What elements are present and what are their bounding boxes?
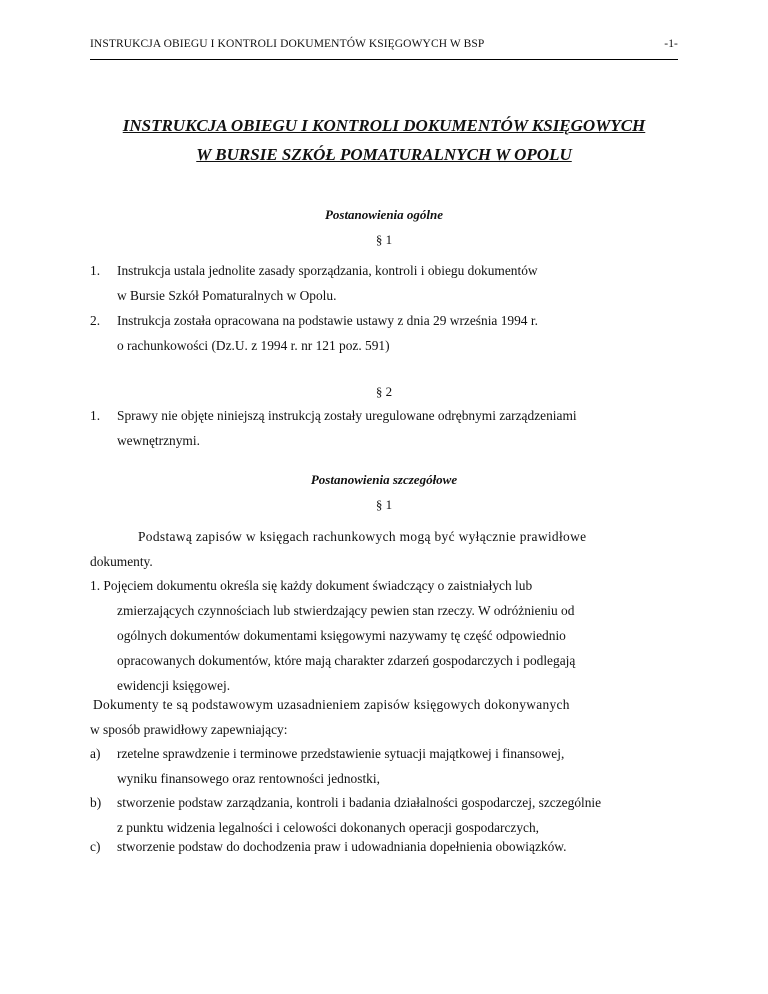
paragraph-sign-general-2: § 2	[375, 384, 393, 399]
point-line: ogólnych dokumentów dokumentami księgowymi nazywamy tę część odpowiednio	[117, 628, 566, 643]
list-item	[90, 258, 690, 308]
paragraph-sign-detailed-1: § 1	[375, 497, 393, 512]
item-letter: a)	[90, 746, 101, 761]
item-number: 2.	[90, 313, 101, 328]
basis-paragraph	[90, 692, 690, 742]
point-line: 1. Pojęciem dokumentu określa się każdy dokument świadczący o zaistniałych lub	[90, 578, 533, 593]
item-line: stworzenie podstaw zarządzania, kontroli i badania działalności gospodarczej, szczególnie	[117, 795, 602, 810]
document-title-line-1: INSTRUKCJA OBIEGU I KONTROLI DOKUMENTÓW KSIĘGOWYCH	[122, 116, 646, 135]
item-number: 1.	[90, 408, 101, 423]
item-letter: b)	[90, 795, 102, 810]
page-header	[90, 38, 678, 60]
item-number: 1.	[90, 263, 101, 278]
item-line: z punktu widzenia legalności i celowości dokonanych operacji gospodarczych,	[117, 820, 540, 835]
point-line: zmierzających czynnościach lub stwierdzający pewien stan rzeczy. W odróżnieniu od	[117, 603, 575, 618]
intro-line: dokumenty.	[90, 554, 153, 569]
item-line: w Bursie Szkół Pomaturalnych w Opolu.	[117, 288, 337, 303]
page-number: -1-	[664, 38, 678, 50]
item-line: stworzenie podstaw do dochodzenia praw i udowadniania dopełnienia obowiązków.	[117, 839, 567, 854]
list-item	[90, 790, 690, 840]
item-line: wyniku finansowego oraz rentowności jednostki,	[117, 771, 380, 786]
item-letter: c)	[90, 839, 101, 854]
list-item	[90, 403, 700, 453]
document-title	[0, 111, 768, 169]
item-line: Instrukcja ustala jednolite zasady sporządzania, kontroli i obiegu dokumentów	[117, 263, 538, 278]
item-line: o rachunkowości (Dz.U. z 1994 r. nr 121 poz. 591)	[117, 338, 390, 353]
point-line: ewidencji księgowej.	[117, 678, 231, 693]
header-title: INSTRUKCJA OBIEGU I KONTROLI DOKUMENTÓW KSIĘGOWYCH W BSP	[90, 38, 485, 50]
item-line: Instrukcja została opracowana na podstawie ustawy z dnia 29 września 1994 r.	[117, 313, 538, 328]
basis-line: Dokumenty te są podstawowym uzasadnieniem zapisów księgowych dokonywanych	[93, 697, 570, 712]
list-item	[90, 834, 690, 859]
document-title-line-2: W BURSIE SZKÓŁ POMATURALNYCH W OPOLU	[196, 145, 572, 164]
point-1-paragraph	[90, 573, 690, 698]
basis-line: w sposób prawidłowy zapewniający:	[90, 722, 288, 737]
intro-paragraph	[90, 524, 690, 574]
section-heading-detailed: Postanowienia szczegółowe	[310, 472, 458, 487]
section-heading-general: Postanowienia ogólne	[324, 207, 444, 222]
item-line: rzetelne sprawdzenie i terminowe przedstawienie sytuacji majątkowej i finansowej,	[117, 746, 565, 761]
item-line: wewnętrznymi.	[117, 433, 200, 448]
list-item	[90, 308, 690, 358]
intro-line: Podstawą zapisów w księgach rachunkowych mogą być wyłącznie prawidłowe	[138, 529, 587, 544]
paragraph-sign-general-1: § 1	[375, 232, 393, 247]
item-line: Sprawy nie objęte niniejszą instrukcją zostały uregulowane odrębnymi zarządzeniami	[117, 408, 577, 423]
point-line: opracowanych dokumentów, które mają charakter zdarzeń gospodarczych i podlegają	[117, 653, 576, 668]
list-item	[90, 741, 690, 791]
